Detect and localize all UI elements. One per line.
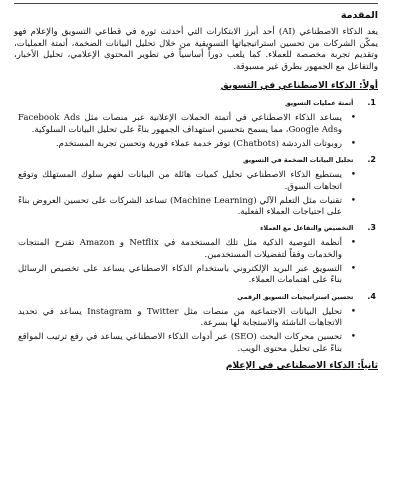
bullet-icon: • [350, 113, 356, 124]
subsection-title: تحليل البيانات الضخمة في التسويق [242, 156, 354, 165]
subsection-number: 2. [367, 155, 376, 165]
subsection-number: 4. [367, 291, 376, 301]
bullet-item: • تحليل البيانات الاجتماعية من منصات مثل Twitter و Instagram يساعد في تحديد الاتجاهات الناشئة والاستجابة لها بسرعة. [18, 306, 356, 328]
subsection-4-bullets [14, 307, 378, 355]
bullet-item: • تقنيات مثل التعلم الآلي (Machine Learning) تساعد الشركات على تحسين العروض بناءً على احتياجات العملاء الفعلية. [18, 195, 356, 218]
top-divider [14, 3, 378, 4]
subsection-1-header [14, 98, 378, 107]
subsection-number: 3. [367, 223, 376, 233]
bullet-icon: • [350, 138, 356, 149]
subsection-title: أتمتة عمليات التسويق [285, 99, 354, 108]
bullet-icon: • [350, 170, 356, 181]
subsection-title: التخصيص والتفاعل مع العملاء [260, 224, 354, 233]
subsection-4-header [14, 292, 378, 301]
subsection-3-bullets [14, 238, 378, 286]
subsection-number: 1. [367, 98, 376, 108]
bullet-item: • أنظمة التوصية الذكية مثل تلك المستخدمة في Netflix و Amazon تقترح المنتجات والخدمات وفقاً لتفضيلات المستخدمين. [18, 238, 356, 260]
bullet-icon: • [350, 195, 356, 206]
section-2-title: ثانياً: الذكاء الاصطناعي في الإعلام [225, 360, 378, 371]
bullet-item: • روبوتات الدردشة (Chatbots) توفر خدمة عملاء فورية وتحسن تجربة المستخدم. [55, 138, 356, 149]
bullet-icon: • [350, 238, 356, 249]
bullet-item: • يستطيع الذكاء الاصطناعي تحليل كميات هائلة من البيانات لفهم سلوك المستهلك وتوقع اتجاهات السوق. [18, 170, 356, 192]
subsection-2-bullets [14, 170, 378, 218]
subsection-2-header [14, 155, 378, 164]
subsection-3-header [14, 223, 378, 232]
subsection-title: تحسين استراتيجيات التسويق الرقمي [237, 292, 354, 301]
bullet-icon: • [350, 332, 356, 343]
bullet-item: • تحسين محركات البحث (SEO) عبر أدوات الذكاء الاصطناعي يساعد في رفع ترتيب المواقع بناءً على تحليل محتوى الويب. [18, 332, 356, 354]
bullet-icon: • [350, 306, 356, 317]
bullet-icon: • [350, 264, 356, 275]
bullet-item: • التسويق عبر البريد الإلكتروني باستخدام الذكاء الاصطناعي يساعد على تخصيص الرسائل بناءً على اهتمامات العملاء. [18, 264, 356, 286]
intro-paragraph: يعد الذكاء الاصطناعي (AI) أحد أبرز الابتكارات التي أحدثت ثورة في قطاعي التسويق والإعلام فهو يمكّن الشركات من تحسين استراتيجياتها التسويقية من خلال تحليل البيانات الضخمة، أتمتة العمليات، وتقديم تجربة مخصصة للعملاء. كما يلعب دوراً أساسياً في تطوير المحتوى الإعلامي، تحليل الأخبار، والتفاعل مع الجمهور بطرق غير مسبوقة. [14, 27, 378, 72]
bullet-item: • يساعد الذكاء الاصطناعي في أتمتة الحملات الإعلانية عبر منصات مثل Facebook Ads وGoogle Ads، مما يسمح بتحسين استهداف الجمهور بناءً على تحليل البيانات السلوكية. [18, 113, 356, 135]
section-1-title: أولاً: الذكاء الاصطناعي في التسويق [220, 81, 378, 92]
subsection-1-bullets [14, 113, 378, 150]
document-heading: المقدمة [340, 10, 378, 21]
